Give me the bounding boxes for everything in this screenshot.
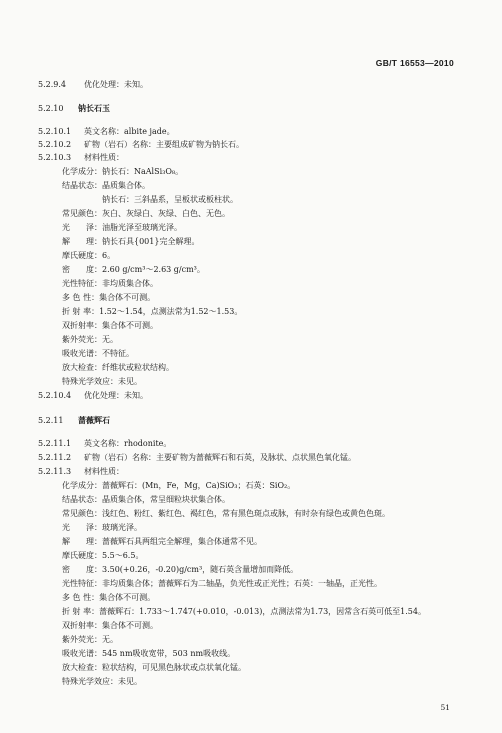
text-line	[38, 127, 175, 137]
text-line	[62, 621, 158, 631]
clause-text: 折 射 率：1.52～1.54，点测法常为1.52～1.53。	[62, 307, 243, 316]
clause-text: 材料性质：	[84, 467, 124, 476]
clause-text: 矿物（岩石）名称：主要矿物为蔷薇辉石和石英，及脉状、点状黑色氧化锰。	[84, 453, 356, 462]
clause-text: 放大检查：纤维状或粒状结构。	[62, 363, 174, 372]
clause-text: 密 度：3.50(+0.26，-0.20)g/cm³，随石英含量增加而降低。	[62, 565, 299, 574]
text-line	[62, 523, 142, 533]
clause-text: 钠长石：三斜晶系，呈板状或板柱状。	[102, 195, 238, 204]
clause-text: 结晶状态：晶质集合体，常呈细粒块状集合体。	[62, 495, 230, 504]
clause-text: 英文名称：albite jade。	[84, 127, 175, 136]
text-line	[62, 265, 205, 275]
clause-number: 5.2.11.1	[38, 439, 72, 448]
text-line	[62, 607, 426, 617]
clause-number: 5.2.10.4	[38, 391, 72, 400]
text-line	[102, 195, 238, 205]
text-line	[62, 635, 118, 645]
text-line	[62, 509, 390, 519]
text-line	[62, 237, 199, 247]
standard-code: GB/T 16553—2010	[375, 58, 454, 68]
text-line	[38, 453, 356, 463]
clause-text: 英文名称：rhodonite。	[84, 439, 172, 448]
section-heading	[38, 415, 110, 426]
clause-text: 化学成分：蔷薇辉石：(Mn，Fe，Mg，Ca)SiO₃；石英：SiO₂。	[62, 481, 296, 490]
text-line	[62, 209, 230, 219]
clause-text: 材料性质：	[84, 153, 124, 162]
text-line	[38, 140, 244, 150]
clause-number: 5.2.10.2	[38, 140, 72, 149]
clause-text: 优化处理：未知。	[84, 391, 148, 400]
text-line	[38, 467, 124, 477]
text-line	[62, 565, 298, 575]
clause-text: 特殊光学效应：未见。	[62, 377, 142, 386]
text-line	[62, 677, 142, 687]
clause-text: 放大检查：粒状结构，可见黑色脉状或点状氧化锰。	[62, 663, 246, 672]
text-line	[62, 663, 246, 673]
clause-number: 5.2.10.3	[38, 153, 72, 162]
text-line	[38, 391, 148, 401]
text-line	[62, 307, 242, 317]
clause-text: 密 度：2.60 g/cm³～2.63 g/cm³。	[62, 265, 205, 274]
clause-text: 光性特征：非均质集合体。	[62, 279, 158, 288]
clause-text: 蔷薇辉石	[78, 415, 110, 425]
clause-number: 5.2.11	[38, 416, 64, 425]
clause-text: 多 色 性：集合体不可测。	[62, 293, 156, 302]
clause-text: 解 理：钠长石具{001}完全解理。	[62, 237, 200, 246]
clause-text: 光 泽：玻璃光泽。	[62, 523, 142, 532]
clause-text: 吸收光谱：不特征。	[62, 349, 134, 358]
clause-text: 化学成分：钠长石：NaAlSi₃O₈。	[62, 167, 184, 176]
clause-number: 5.2.9.4	[38, 80, 66, 89]
clause-text: 特殊光学效应：未见。	[62, 677, 142, 686]
text-line	[62, 537, 262, 547]
clause-text: 光性特征：非均质集合体；蔷薇辉石为二轴晶，负光性或正光性；石英：一轴晶，正光性。	[62, 579, 382, 588]
text-line	[62, 167, 183, 177]
text-line	[62, 495, 230, 505]
section-heading	[38, 103, 110, 114]
text-line	[62, 223, 182, 233]
clause-text: 摩氏硬度：5.5～6.5。	[62, 551, 144, 560]
clause-text: 光 泽：油脂光泽至玻璃光泽。	[62, 223, 182, 232]
text-line	[62, 181, 150, 191]
text-line	[62, 481, 295, 491]
text-line	[62, 251, 115, 261]
text-line	[62, 279, 158, 289]
text-line	[62, 349, 134, 359]
clause-number: 5.2.11.3	[38, 467, 72, 476]
text-line	[38, 80, 148, 90]
text-line	[62, 579, 382, 589]
text-line	[62, 293, 155, 303]
text-line	[62, 593, 155, 603]
clause-number: 5.2.11.2	[38, 453, 72, 462]
clause-text: 双折射率：集合体不可测。	[62, 621, 158, 630]
clause-text: 折 射 率：蔷薇辉石：1.733～1.747(+0.010，-0.013)，点测法常为1.73，因常含石英可低至1.54。	[62, 607, 426, 616]
clause-text: 吸收光谱：545 nm吸收宽带，503 nm吸收线。	[62, 649, 236, 658]
clause-number: 5.2.10.1	[38, 127, 72, 136]
clause-text: 钠长石玉	[78, 103, 110, 113]
clause-text: 紫外荧光：无。	[62, 335, 118, 344]
text-line	[62, 551, 143, 561]
clause-number: 5.2.10	[38, 104, 64, 113]
text-line	[38, 153, 124, 163]
text-line	[62, 321, 158, 331]
clause-text: 解 理：蔷薇辉石具两组完全解理，集合体通常不见。	[62, 537, 262, 546]
text-line	[62, 649, 235, 659]
text-line	[62, 377, 142, 387]
clause-text: 常见颜色：灰白、灰绿白、灰绿、白色、无色。	[62, 209, 230, 218]
page-number: 51	[440, 703, 450, 712]
text-line	[62, 363, 174, 373]
clause-text: 多 色 性：集合体不可测。	[62, 593, 156, 602]
clause-text: 常见颜色：浅红色、粉红、紫红色、褐红色，常有黑色斑点或脉，有时杂有绿色或黄色色斑。	[62, 509, 390, 518]
clause-text: 紫外荧光：无。	[62, 635, 118, 644]
text-line	[62, 335, 118, 345]
clause-text: 双折射率：集合体不可测。	[62, 321, 158, 330]
clause-text: 优化处理：未知。	[84, 80, 148, 89]
clause-text: 结晶状态：晶质集合体。	[62, 181, 150, 190]
clause-text: 矿物（岩石）名称：主要组成矿物为钠长石。	[84, 140, 244, 149]
clause-text: 摩氏硬度：6。	[62, 251, 116, 260]
text-line	[38, 439, 171, 449]
